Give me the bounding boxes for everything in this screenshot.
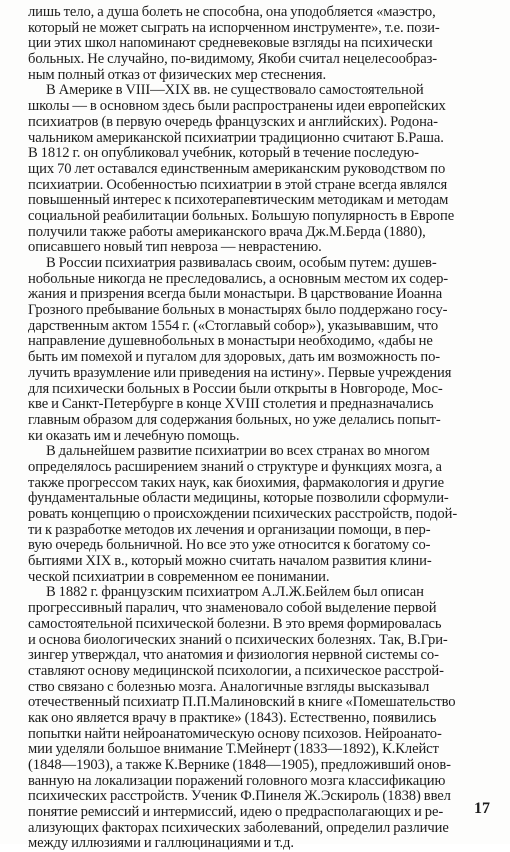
text-line: ванную на локализации поражений головного мозга классификацию [28, 773, 446, 789]
text-line: самостоятельной психической болезни. В это время формировалась [28, 616, 442, 632]
text-line: жания и призрения всегда были монастыри. В царствование Иоанна [28, 287, 443, 303]
text-line: фундаментальные области медицины, которые позволили сформули- [28, 491, 449, 507]
text-line: понятие ремиссий и интермиссий, идею о предрасполагающих и ре- [28, 805, 444, 821]
text-line: ство связано с болезнью мозга. Аналогичные взгляды высказывал [28, 679, 430, 695]
text-line: мии уделяли большое внимание Т.Мейнерт (1833—1892), К.Клейст [28, 742, 439, 758]
text-line: школы — в основном здесь были распространены идеи европейских [28, 99, 446, 115]
text-line: зингер утверждал, что анатомия и физиология нервной системы со- [28, 648, 439, 664]
text-line: В 1882 г. французским психиатром А.Л.Ж.Бейлем был описан [46, 585, 424, 601]
text-line: ным полный отказ от физических мер стеснения. [28, 67, 327, 83]
text-line: психиатрии. Особенностью психиатрии в этой стране всегда являлся [28, 177, 448, 193]
text-line: отечественный психиатр П.П.Малиновский в книге «Помешательство [28, 695, 456, 711]
text-line: (1848—1903), а также К.Вернике (1848—1905), предложивший онов- [28, 758, 451, 773]
text-line: также прогрессом таких наук, как биохимия, фармакология и другие [28, 475, 445, 491]
text-line: психиатров (в первую очередь французских и английских). Родона- [28, 114, 438, 130]
text-line: лишь тело, а душа болеть не способна, она уподобляется «маэстро, [28, 5, 436, 20]
text-line: чальником американской психиатрии традиционно считают Б.Раша. [28, 130, 444, 146]
text-line: лучить вразумление или приведения на истину». Первые учреждения [28, 365, 452, 381]
text-line: и основа биологических знаний о психических болезнях. Так, В.Гри- [28, 632, 448, 648]
text-line: как оно является врачу в практике» (1843). Естественно, появились [28, 710, 437, 726]
text-line: ставляют основу медицинской психологии, а психическое расстрой- [28, 663, 444, 679]
text-line: ти к разработке методов их лечения и организации помощи, в пер- [28, 522, 431, 538]
text-line: ровать концепцию о происхождении психических расстройств, подой- [28, 507, 458, 522]
text-line: который не может сыграть на испорченном инструменте», т.е. пози- [28, 20, 440, 36]
text-line: психических расстройств. Ученик Ф.Пинеля Ж.Эскироль (1838) ввел [28, 789, 451, 805]
text-line: социальной реабилитации больных. Большую популярность в Европе [28, 208, 455, 224]
text-line: попытки найти нейроанатомическую основу психозов. Нейроанато- [28, 726, 442, 742]
text-line: ализующих факторах психических заболеваний, определил различие [28, 820, 449, 836]
text-line: описавшего новый тип невроза — неврастению. [28, 240, 322, 256]
text-line: определялось расширением знаний о структуре и функциях мозга, а [28, 459, 442, 475]
text-line: больных. Не случайно, по-видимому, Якоби считал нецелесообраз- [28, 52, 438, 68]
text-line: прогрессивный паралич, что знаменовало собой выделение первой [28, 601, 437, 617]
text-line: В Америке в VIII—XIX вв. не существовало самостоятельной [46, 83, 424, 99]
page-number: 17 [474, 800, 490, 817]
text-line: быть им помехой и пугалом для здоровых, дать им возможность по- [28, 350, 441, 366]
text-line: Грозного пребывание больных в монастырях было поддержано госу- [28, 303, 448, 319]
body-text [28, 5, 490, 852]
text-line: вую очередь больничной. Но все это уже относится к богатому со- [28, 538, 431, 554]
text-line: ки оказать им и лечебную помощь. [28, 428, 240, 444]
text-line: ции этих школ напоминают средневековые взгляды на психически [28, 36, 433, 52]
text-line: дарственным актом 1554 г. («Стоглавый собор»), указывавшим, что [28, 318, 439, 334]
text-line: главным образом для содержания больных, но уже делались попыт- [28, 412, 441, 428]
text-line: нобольные никогда не преследовались, а основным местом их содер- [28, 271, 449, 287]
text-line: повышенный интерес к психотерапевтическим методикам и методам [28, 193, 449, 209]
text-line: между иллюзиями и галлюцинациями и т.д. [28, 836, 294, 852]
text-line: для психически больных в России были открыты в Новгороде, Мос- [28, 381, 443, 397]
text-line: В 1812 г. он опубликовал учебник, который в течение последую- [28, 146, 419, 162]
text-line: В России психиатрия развивалась своим, особым путем: душев- [46, 256, 437, 271]
text-line: бытиями XIX в., который можно считать началом развития клини- [28, 554, 432, 570]
text-line: ческой психиатрии в современном ее понимании. [28, 569, 330, 585]
text-line: направление душевнобольных в монастыри необходимо, «дабы не [28, 334, 433, 350]
text-line: получили также работы американского врача Дж.М.Берда (1880), [28, 224, 426, 240]
text-line: щих 70 лет оставался единственным американским руководством по [28, 161, 446, 177]
text-line: В дальнейшем развитие психиатрии во всех странах во многом [46, 444, 430, 460]
text-line: кве и Санкт-Петербурге в конце XVIII столетия и предназначались [28, 397, 434, 413]
